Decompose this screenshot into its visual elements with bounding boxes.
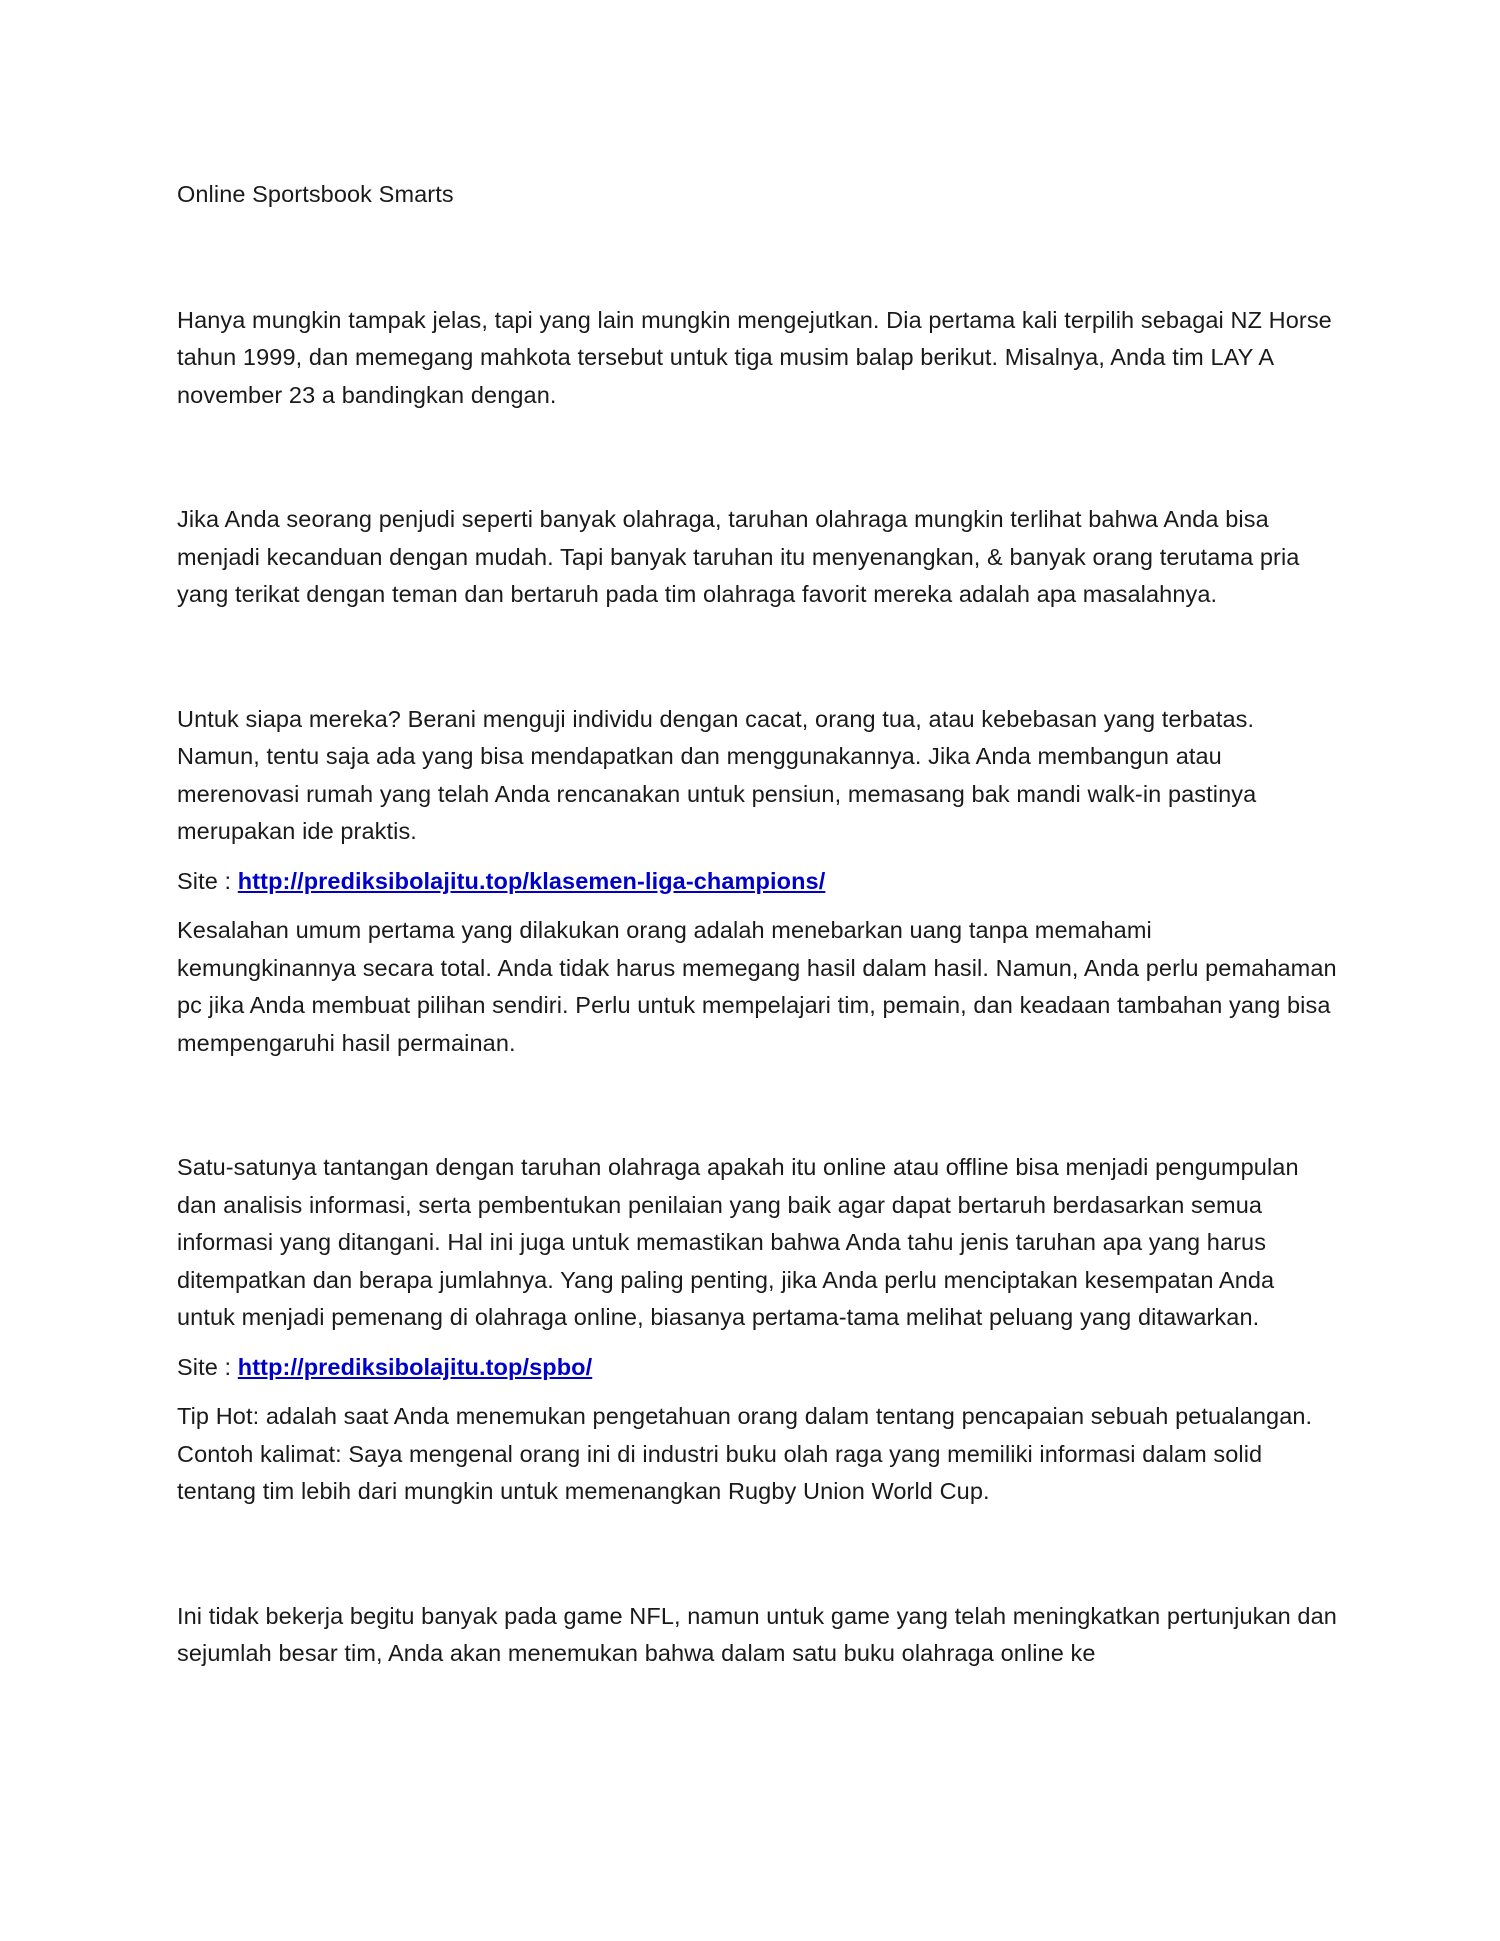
spacer [177, 900, 1337, 912]
spacer [177, 614, 1337, 701]
site-link-spbo[interactable]: http://prediksibolajitu.top/spbo/ [237, 1353, 593, 1380]
spacer [177, 1511, 1337, 1598]
spacer [177, 851, 1337, 863]
spacer [177, 1337, 1337, 1349]
paragraph-1: Hanya mungkin tampak jelas, tapi yang lain mungkin mengejutkan. Dia pertama kali terpilih sebagai NZ Horse tahun 1999, dan memegang mahkota tersebut untuk tiga musim balap berikut. Misalnya, Anda tim LAY A november 23 a bandingkan dengan. [177, 306, 1332, 408]
document-body [177, 176, 1337, 1673]
site-link-klasemen[interactable]: http://prediksibolajitu.top/klasemen-liga-champions/ [237, 867, 826, 894]
spacer [177, 414, 1337, 501]
paragraph-7: Ini tidak bekerja begitu banyak pada game NFL, namun untuk game yang telah meningkatkan pertunjukan dan sejumlah besar tim, Anda akan menemukan bahwa dalam satu buku olahraga online ke [177, 1602, 1337, 1666]
spacer [177, 214, 1337, 302]
paragraph-2: Jika Anda seorang penjudi seperti banyak olahraga, taruhan olahraga mungkin terlihat bahwa Anda bisa menjadi kecanduan dengan mudah. Tapi banyak taruhan itu menyenangkan, & banyak orang terutama pria yang terikat dengan teman dan bertaruh pada tim olahraga favorit mereka adalah apa masalahnya. [177, 506, 1300, 607]
site-line-1 [177, 863, 1337, 901]
document-title: Online Sportsbook Smarts [177, 181, 454, 207]
site-label: Site : [177, 1353, 238, 1380]
spacer [177, 1386, 1337, 1398]
paragraph-4: Kesalahan umum pertama yang dilakukan orang adalah menebarkan uang tanpa memahami kemungkinannya secara total. Anda tidak harus memegang hasil dalam hasil. Namun, Anda perlu pemahaman pc jika Anda membuat pilihan sendiri. Perlu untuk mempelajari tim, pemain, dan keadaan tambahan yang bisa mempengaruhi hasil permainan. [177, 917, 1337, 1056]
site-label: Site : [177, 867, 238, 894]
paragraph-5: Satu-satunya tantangan dengan taruhan olahraga apakah itu online atau offline bisa menjadi pengumpulan dan analisis informasi, serta pembentukan penilaian yang baik agar dapat bertaruh berdasarkan semua informasi yang ditangani. Hal ini juga untuk memastikan bahwa Anda tahu jenis taruhan apa yang harus ditempatkan dan berapa jumlahnya. Yang paling penting, jika Anda perlu menciptakan kesempatan Anda untuk menjadi pemenang di olahraga online, biasanya pertama-tama melihat peluang yang ditawarkan. [177, 1154, 1299, 1330]
paragraph-3: Untuk siapa mereka? Berani menguji individu dengan cacat, orang tua, atau kebebasan yang terbatas. Namun, tentu saja ada yang bisa mendapatkan dan menggunakannya. Jika Anda membangun atau merenovasi rumah yang telah Anda rencanakan untuk pensiun, memasang bak mandi walk-in pastinya merupakan ide praktis. [177, 705, 1257, 844]
spacer [177, 1062, 1337, 1149]
site-line-2 [177, 1349, 1337, 1387]
paragraph-6: Tip Hot: adalah saat Anda menemukan pengetahuan orang dalam tentang pencapaian sebuah petualangan. Contoh kalimat: Saya mengenal orang ini di industri buku olah raga yang memiliki informasi dalam solid tentang tim lebih dari mungkin untuk memenangkan Rugby Union World Cup. [177, 1403, 1313, 1504]
